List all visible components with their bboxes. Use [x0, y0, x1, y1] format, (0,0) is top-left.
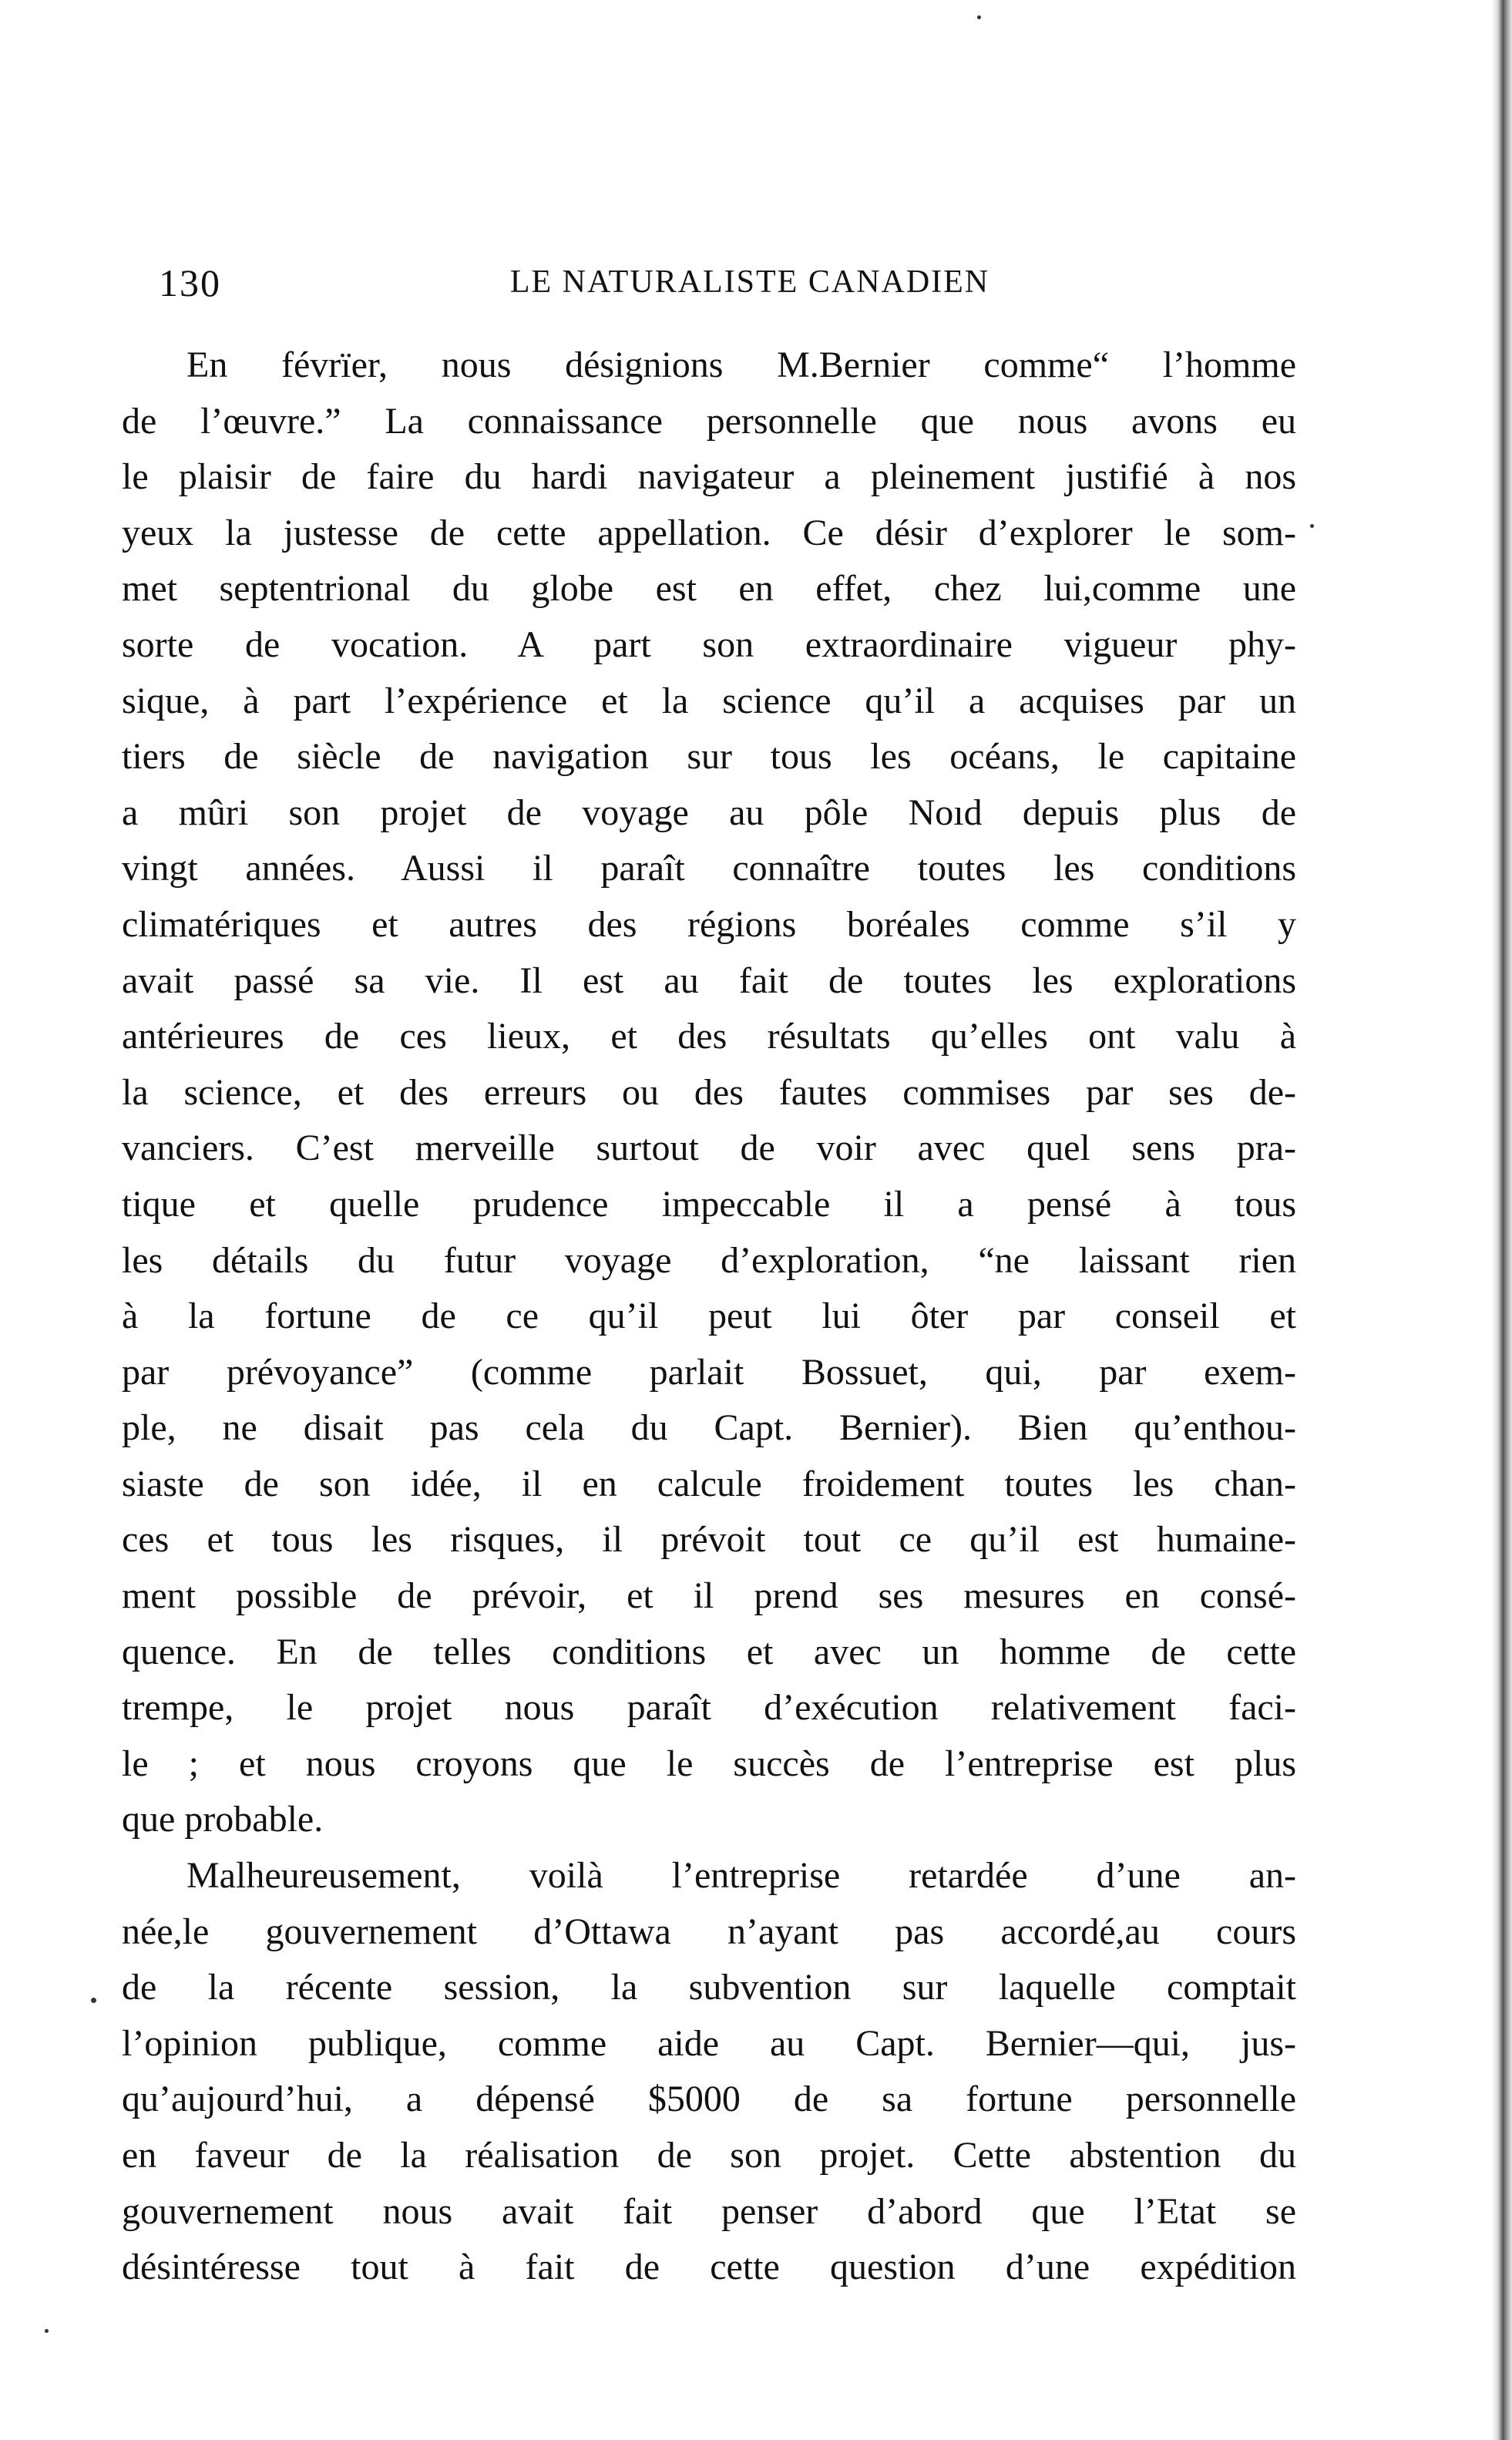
text-line: climatériques et autres des régions boréales comme s’il y	[122, 903, 1296, 945]
text-line: tique et quelle prudence impeccable il a pensé à tous	[122, 1183, 1296, 1225]
text-line: quence. En de telles conditions et avec un homme de cette	[122, 1631, 1296, 1672]
text-line: vingt années. Aussi il paraît connaître toutes les conditions	[122, 848, 1296, 889]
text-line: siaste de son idée, il en calcule froidement toutes les chan-	[122, 1463, 1296, 1504]
print-speck	[977, 15, 981, 19]
text-line: avait passé sa vie. Il est au fait de toutes les explorations	[122, 960, 1296, 1001]
text-line: qu’aujourd’hui, a dépensé $5000 de sa fortune personnelle	[122, 2079, 1296, 2120]
text-line: en faveur de la réalisation de son projet. Cette abstention du	[122, 2135, 1296, 2176]
text-line: ces et tous les risques, il prévoit tout ce qu’il est humaine-	[122, 1519, 1296, 1561]
text-line: les détails du futur voyage d’exploration, “ne laissant rien	[122, 1239, 1296, 1281]
text-line: de l’œuvre.” La connaissance personnelle que nous avons eu	[122, 400, 1296, 442]
text-line: désintéresse tout à fait de cette question d’une expédition	[122, 2247, 1296, 2288]
print-speck	[1310, 524, 1314, 528]
text-line: gouvernement nous avait fait penser d’abord que l’Etat se	[122, 2190, 1296, 2232]
text-line: le ; et nous croyons que le succès de l’entreprise est plus	[122, 1743, 1296, 1784]
text-line: met septentrional du globe est en effet, chez lui,comme une	[122, 568, 1296, 610]
body-text	[122, 338, 1296, 2296]
text-line: par prévoyance” (comme parlait Bossuet, qui, par exem-	[122, 1351, 1296, 1393]
text-line: ment possible de prévoir, et il prend ses mesures en consé-	[122, 1575, 1296, 1617]
text-line: En févrïer, nous désignions M.Bernier comme“ l’homme	[186, 344, 1296, 385]
print-speck	[45, 2329, 49, 2333]
text-line: Malheureusement, voilà l’entreprise retardée d’une an-	[186, 1855, 1296, 1897]
text-line: l’opinion publique, comme aide au Capt. Bernier—qui, jus-	[122, 2022, 1296, 2064]
text-line: le plaisir de faire du hardi navigateur a pleinement justifié à nos	[122, 456, 1296, 498]
text-line: ple, ne disait pas cela du Capt. Bernier). Bien qu’enthou-	[122, 1407, 1296, 1449]
text-line: de la récente session, la subvention sur laquelle comptait	[122, 1967, 1296, 2008]
text-line: tiers de siècle de navigation sur tous les océans, le capitaine	[122, 736, 1296, 778]
text-line: yeux la justesse de cette appellation. Ce désir d’explorer le som-	[122, 512, 1296, 553]
text-line: a mûri son projet de voyage au pôle Noıd depuis plus de	[122, 791, 1296, 833]
text-line: la science, et des erreurs ou des fautes commises par ses de-	[122, 1071, 1296, 1113]
text-line: trempe, le projet nous paraît d’exécution relativement faci-	[122, 1687, 1296, 1729]
text-line: née,le gouvernement d’Ottawa n’ayant pas accordé,au cours	[122, 1911, 1296, 1952]
text-line: que probable.	[122, 1799, 324, 1840]
page-number: 130	[159, 261, 221, 304]
text-line: sorte de vocation. A part son extraordinaire vigueur phy-	[122, 623, 1296, 665]
text-line: sique, à part l’expérience et la science qu’il a acquises par un	[122, 680, 1296, 721]
text-line: vanciers. C’est merveille surtout de voir avec quel sens pra-	[122, 1128, 1296, 1169]
text-line: antérieures de ces lieux, et des résultats qu’elles ont valu à	[122, 1016, 1296, 1057]
page-header	[159, 260, 1310, 314]
running-title: LE NATURALISTE CANADIEN	[509, 264, 990, 300]
print-speck	[91, 1998, 96, 2003]
page-edge-shadow	[1492, 0, 1512, 2440]
text-line: à la fortune de ce qu’il peut lui ôter par conseil et	[122, 1296, 1296, 1337]
